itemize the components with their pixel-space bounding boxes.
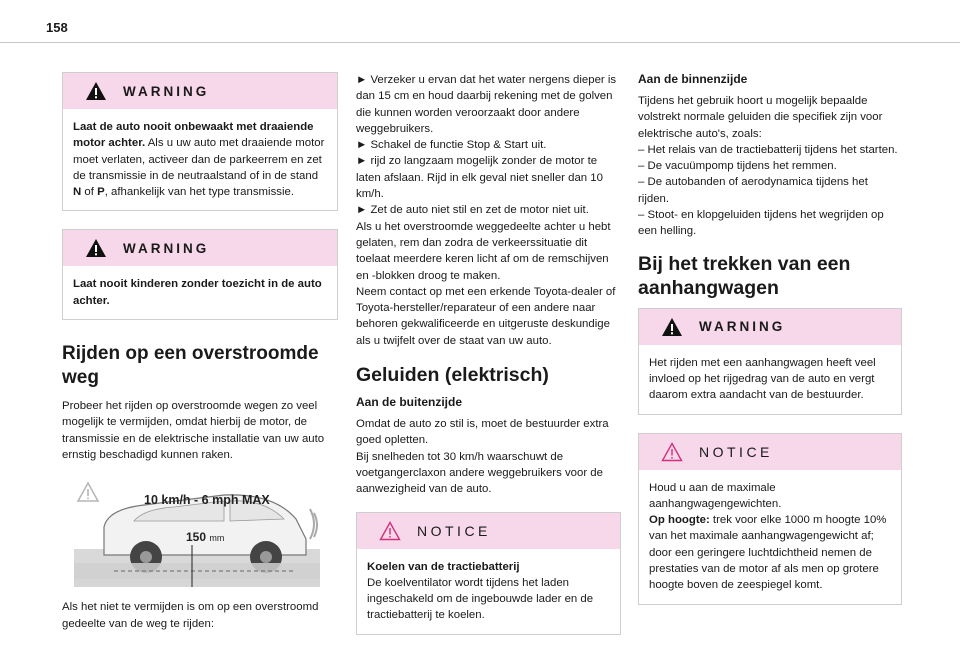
gear-p: P [97,186,105,199]
warning-text-of: of [81,186,98,199]
section-heading-sounds: Geluiden (elektrisch) [356,364,549,387]
notice-bold-text: Koelen van de tractiebatterij [367,560,520,573]
notice-title: NOTICE [699,443,773,460]
notice-box-battery-cooling [356,512,621,635]
warning-triangle-icon [661,317,683,337]
notice-title: NOTICE [417,522,491,539]
outside-sounds-text: Omdat de auto zo stil is, moet de bestuurder extra goed opletten. Bij snelheden tot 30 km/h waarschuwt de voetgangerclaxon andere weggebruikers voor de aanwezigheid van de auto. [356,418,609,496]
notice-triangle-icon [661,442,683,462]
flood-intro-text: Probeer het rijden op overstroomde wegen zo veel mogelijk te vermijden, omdat hierbij de motor, de transmissie en de elektrische installatie van uw auto ernstig beschadigd kunnen raken. [62,400,325,461]
warning-text: Als u uw auto met draaiende motor moet verlaten, activeer dan de parkeerrem en zet de transmissie in de neutraalstand of in de stand [73,137,325,182]
gear-n: N [73,186,82,199]
flood-instructions: ► Verzeker u ervan dat het water nergens dieper is dan 15 cm en houd daarbij rekening met de golven die kunnen worden veroorzaakt door andere weggebruikers. ► Schakel de functie Stop & Start uit. ► rijd zo langzaam mogelijk zonder de motor te laten afslaan. Rijd in elk geval niet sneller dan 10 km/h. ► Zet de auto niet stil en zet de motor niet uit. Als u het overstroomde weggedeelte achter u hebt gelaten, rem dan zodra de verkeerssituatie dit toelaat meerdere keren licht af om de remschijven en -blokken droog te maken. Neem contact op met een erkende Toyota-dealer of Toyota-hersteller/reparateur of een andere naar behoren gekwalificeerde en uitgeruste deskundige als u twijfelt over de staat van uw auto. [356,74,617,347]
warning-box-unattended [62,72,338,211]
column-left [62,72,338,632]
subheading-outside: Aan de buitenzijde [356,395,463,410]
warning-triangle-icon [85,81,107,101]
warning-box-children [62,229,338,320]
warning-title: WARNING [123,240,210,256]
subheading-inside: Aan de binnenzijde [638,72,748,86]
warning-bold-text: Laat nooit kinderen zonder toezicht in de auto achter. [73,278,322,307]
notice-header [639,434,901,470]
column-middle [356,72,621,653]
warning-header [63,73,337,109]
notice-triangle-icon [379,521,401,541]
notice-text: De koelventilator wordt tijdens het laden ingeschakeld om de ingebouwde lader en de tractiebatterij te koelen. [367,576,594,622]
header-divider [0,42,960,43]
warning-header [639,309,901,345]
flooded-road-illustration [74,479,320,587]
warning-body [63,109,337,210]
section-heading-trailer: Bij het trekken van een aanhangwagen [638,252,851,299]
inside-sounds-text: Tijdens het gebruik hoort u mogelijk bepaalde volstrekt normale geluiden die specifiek zijn voor elektrische auto's, zoals: – Het relais van de tractiebatterij tijdens het starten. – De vacuümpomp tijdens het remmen. – De autobanden of aerodynamica tijdens het rijden. – Stoot- en klopgeluiden tijdens het wegrijden op een helling. [638,95,898,238]
notice-text: Houd u aan de maximale aanhangwagengewichten. [649,481,782,510]
flood-after-text: Als het niet te vermijden is om op een overstroomd gedeelte van de weg te rijden: [62,601,319,630]
warning-box-trailer [638,308,902,415]
notice-box-trailer-weight [638,433,902,605]
warning-triangle-icon [85,238,107,258]
notice-body [357,549,620,634]
page-number: 158 [46,20,68,35]
notice-body [639,470,901,604]
warning-text-end: , afhankelijk van het type transmissie. [104,186,294,199]
warning-text: Het rijden met een aanhangwagen heeft veel invloed op het rijgedrag van de auto en vergt daarom extra aandacht van de bestuurder. [649,356,876,402]
warning-title: WARNING [123,83,210,99]
speed-limit-label: 10 km/h - 6 mph MAX [144,493,270,508]
warning-body [63,266,337,319]
warning-bold-text: Laat de auto nooit onbewaakt met draaiende motor achter. [73,121,314,150]
warning-header [63,230,337,266]
notice-text-2: trek voor elke 1000 m hoogte 10% van het maximale aanhangwagengewicht af; door een geringere luchtdichtheid nemen de prestaties van de motor af als men op grotere hoogte boven de zeespiegel komt. [649,514,887,592]
warning-title: WARNING [699,319,786,335]
notice-header [357,513,620,549]
column-right [638,72,902,623]
warning-body [639,345,901,414]
water-depth-label: 150 mm [186,530,225,545]
section-heading-flooded-road: Rijden op een overstroomde weg [62,343,319,389]
notice-bold-text: Op hoogte: [649,514,710,527]
